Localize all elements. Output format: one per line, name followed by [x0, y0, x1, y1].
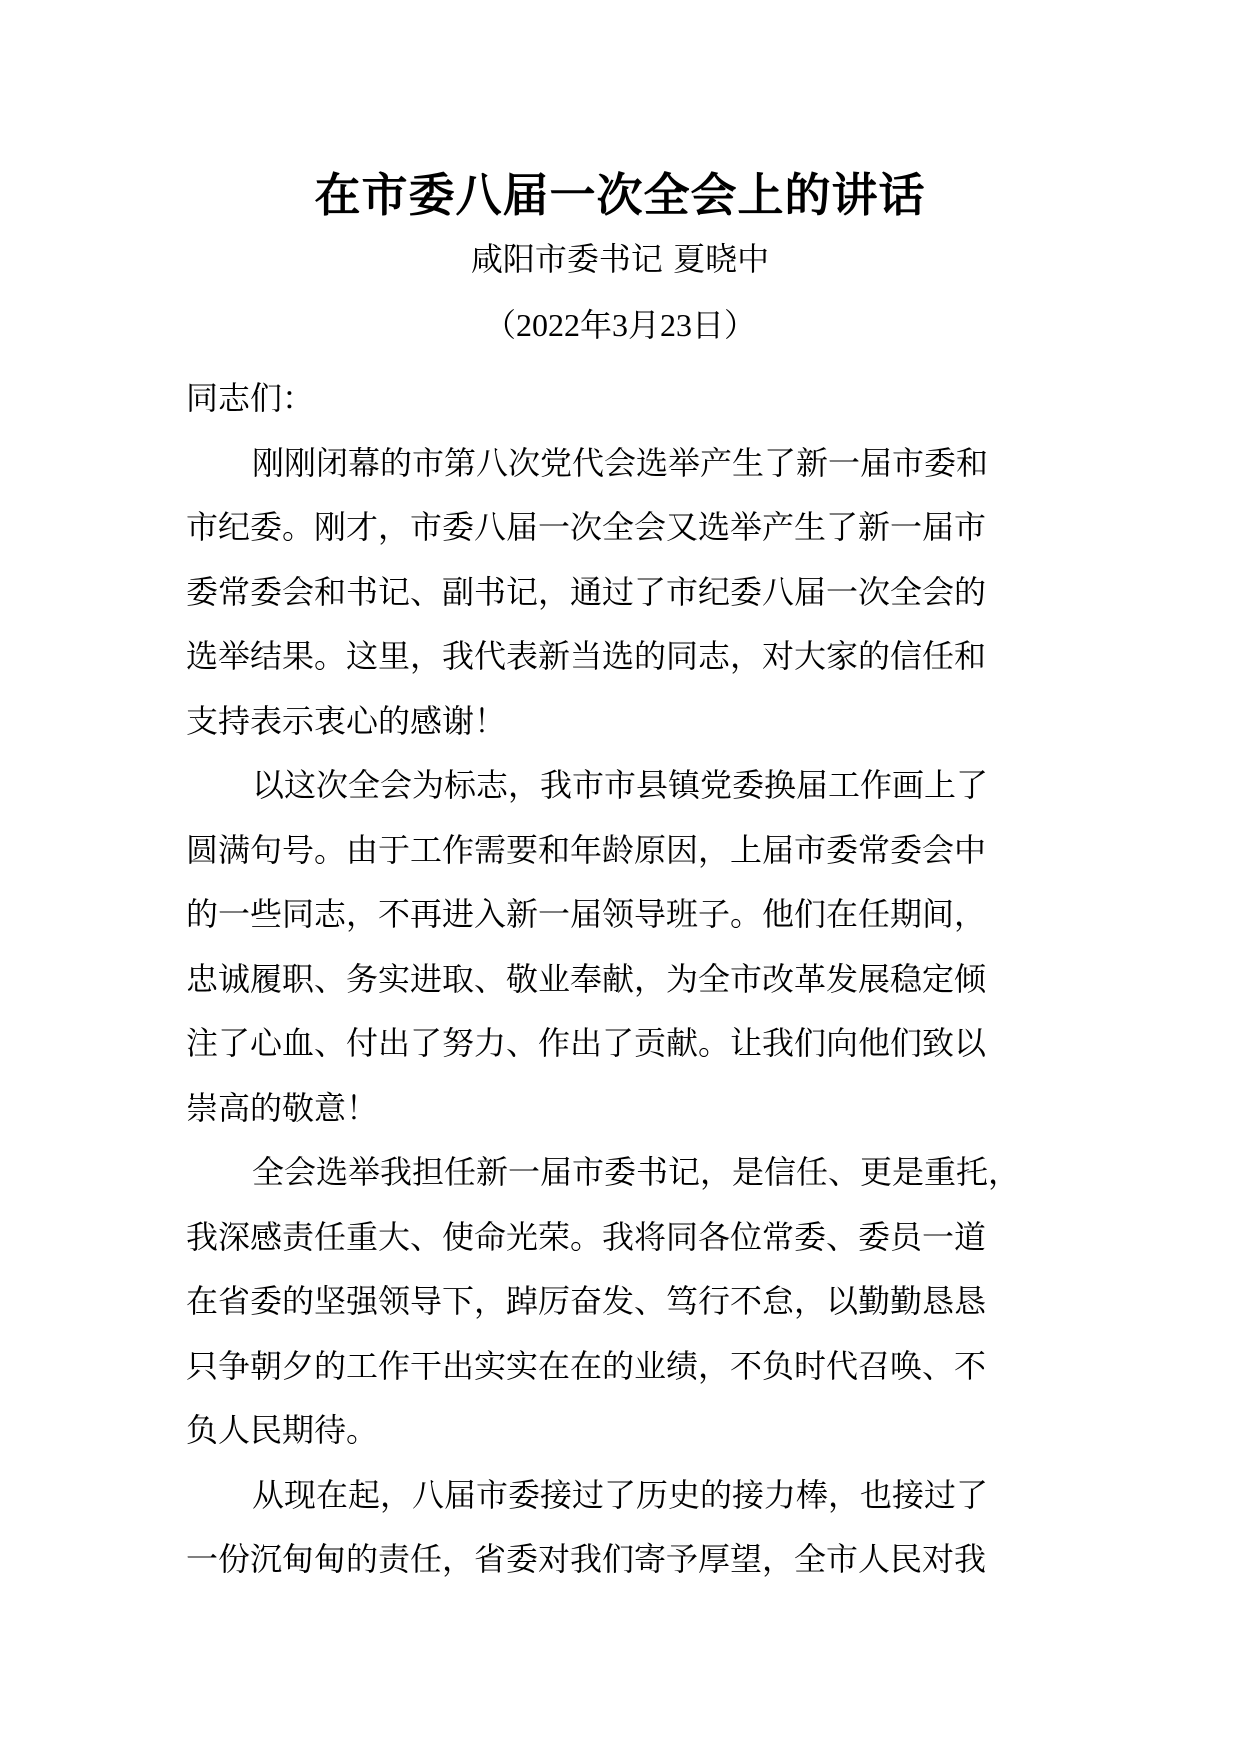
speech-body [186, 366, 1066, 1592]
paragraph-line: 一份沉甸甸的责任，省委对我们寄予厚望，全市人民对我 [186, 1540, 987, 1578]
date-close-paren: ） [724, 306, 757, 344]
paragraph-line: 支持表示衷心的感谢！ [186, 701, 507, 740]
paragraph-line: 以这次全会为标志，我市市县镇党委换届工作画上了 [252, 766, 989, 804]
paragraph-line: 全会选举我担任新一届市委书记，是信任、更是重托， [252, 1153, 1021, 1191]
paragraph-line: 圆满句号。由于工作需要和年龄原因，上届市委常委会中 [186, 830, 987, 869]
date-line [0, 302, 1240, 348]
date-month-unit: 月 [627, 306, 660, 344]
document-title: 在市委八届一次全会上的讲话 [314, 168, 926, 222]
paragraph-line: 忠诚履职、务实进取、敬业奉献，为全市改革发展稳定倾 [186, 959, 987, 998]
date-year-unit: 年 [579, 306, 612, 344]
greeting: 同志们： [186, 379, 315, 417]
paragraph-line: 只争朝夕的工作干出实实在在的业绩，不负时代召唤、不 [186, 1346, 987, 1385]
paragraph-line: 负人民期待。 [186, 1411, 379, 1449]
date-day: 23 [660, 307, 692, 343]
paragraph-line: 从现在起，八届市委接过了历史的接力棒，也接过了 [252, 1475, 989, 1514]
paragraph-line: 注了心血、付出了努力、作出了贡献。让我们向他们致以 [186, 1024, 987, 1062]
paragraph-line: 崇高的敬意！ [186, 1088, 379, 1127]
paragraph-line: 委常委会和书记、副书记，通过了市纪委八届一次全会的 [186, 572, 987, 611]
paragraph-line: 市纪委。刚才，市委八届一次全会又选举产生了新一届市 [186, 508, 987, 546]
date-day-unit: 日 [692, 306, 725, 344]
paragraph-line: 选举结果。这里，我代表新当选的同志，对大家的信任和 [186, 637, 987, 675]
paragraph-line: 刚刚闭幕的市第八次党代会选举产生了新一届市委和 [252, 443, 989, 482]
date-year: 2022 [515, 307, 580, 343]
paragraph-line: 我深感责任重大、使命光荣。我将同各位常委、委员一道 [186, 1217, 987, 1256]
paragraph-line: 的一些同志，不再进入新一届领导班子。他们在任期间， [186, 895, 987, 933]
paragraph-line: 在省委的坚强领导下，踔厉奋发、笃行不怠，以勤勤恳恳 [186, 1282, 987, 1320]
date-open-paren: （ [483, 306, 516, 344]
date-month: 3 [611, 307, 628, 343]
author-line: 咸阳市委书记 夏晓中 [470, 240, 770, 278]
